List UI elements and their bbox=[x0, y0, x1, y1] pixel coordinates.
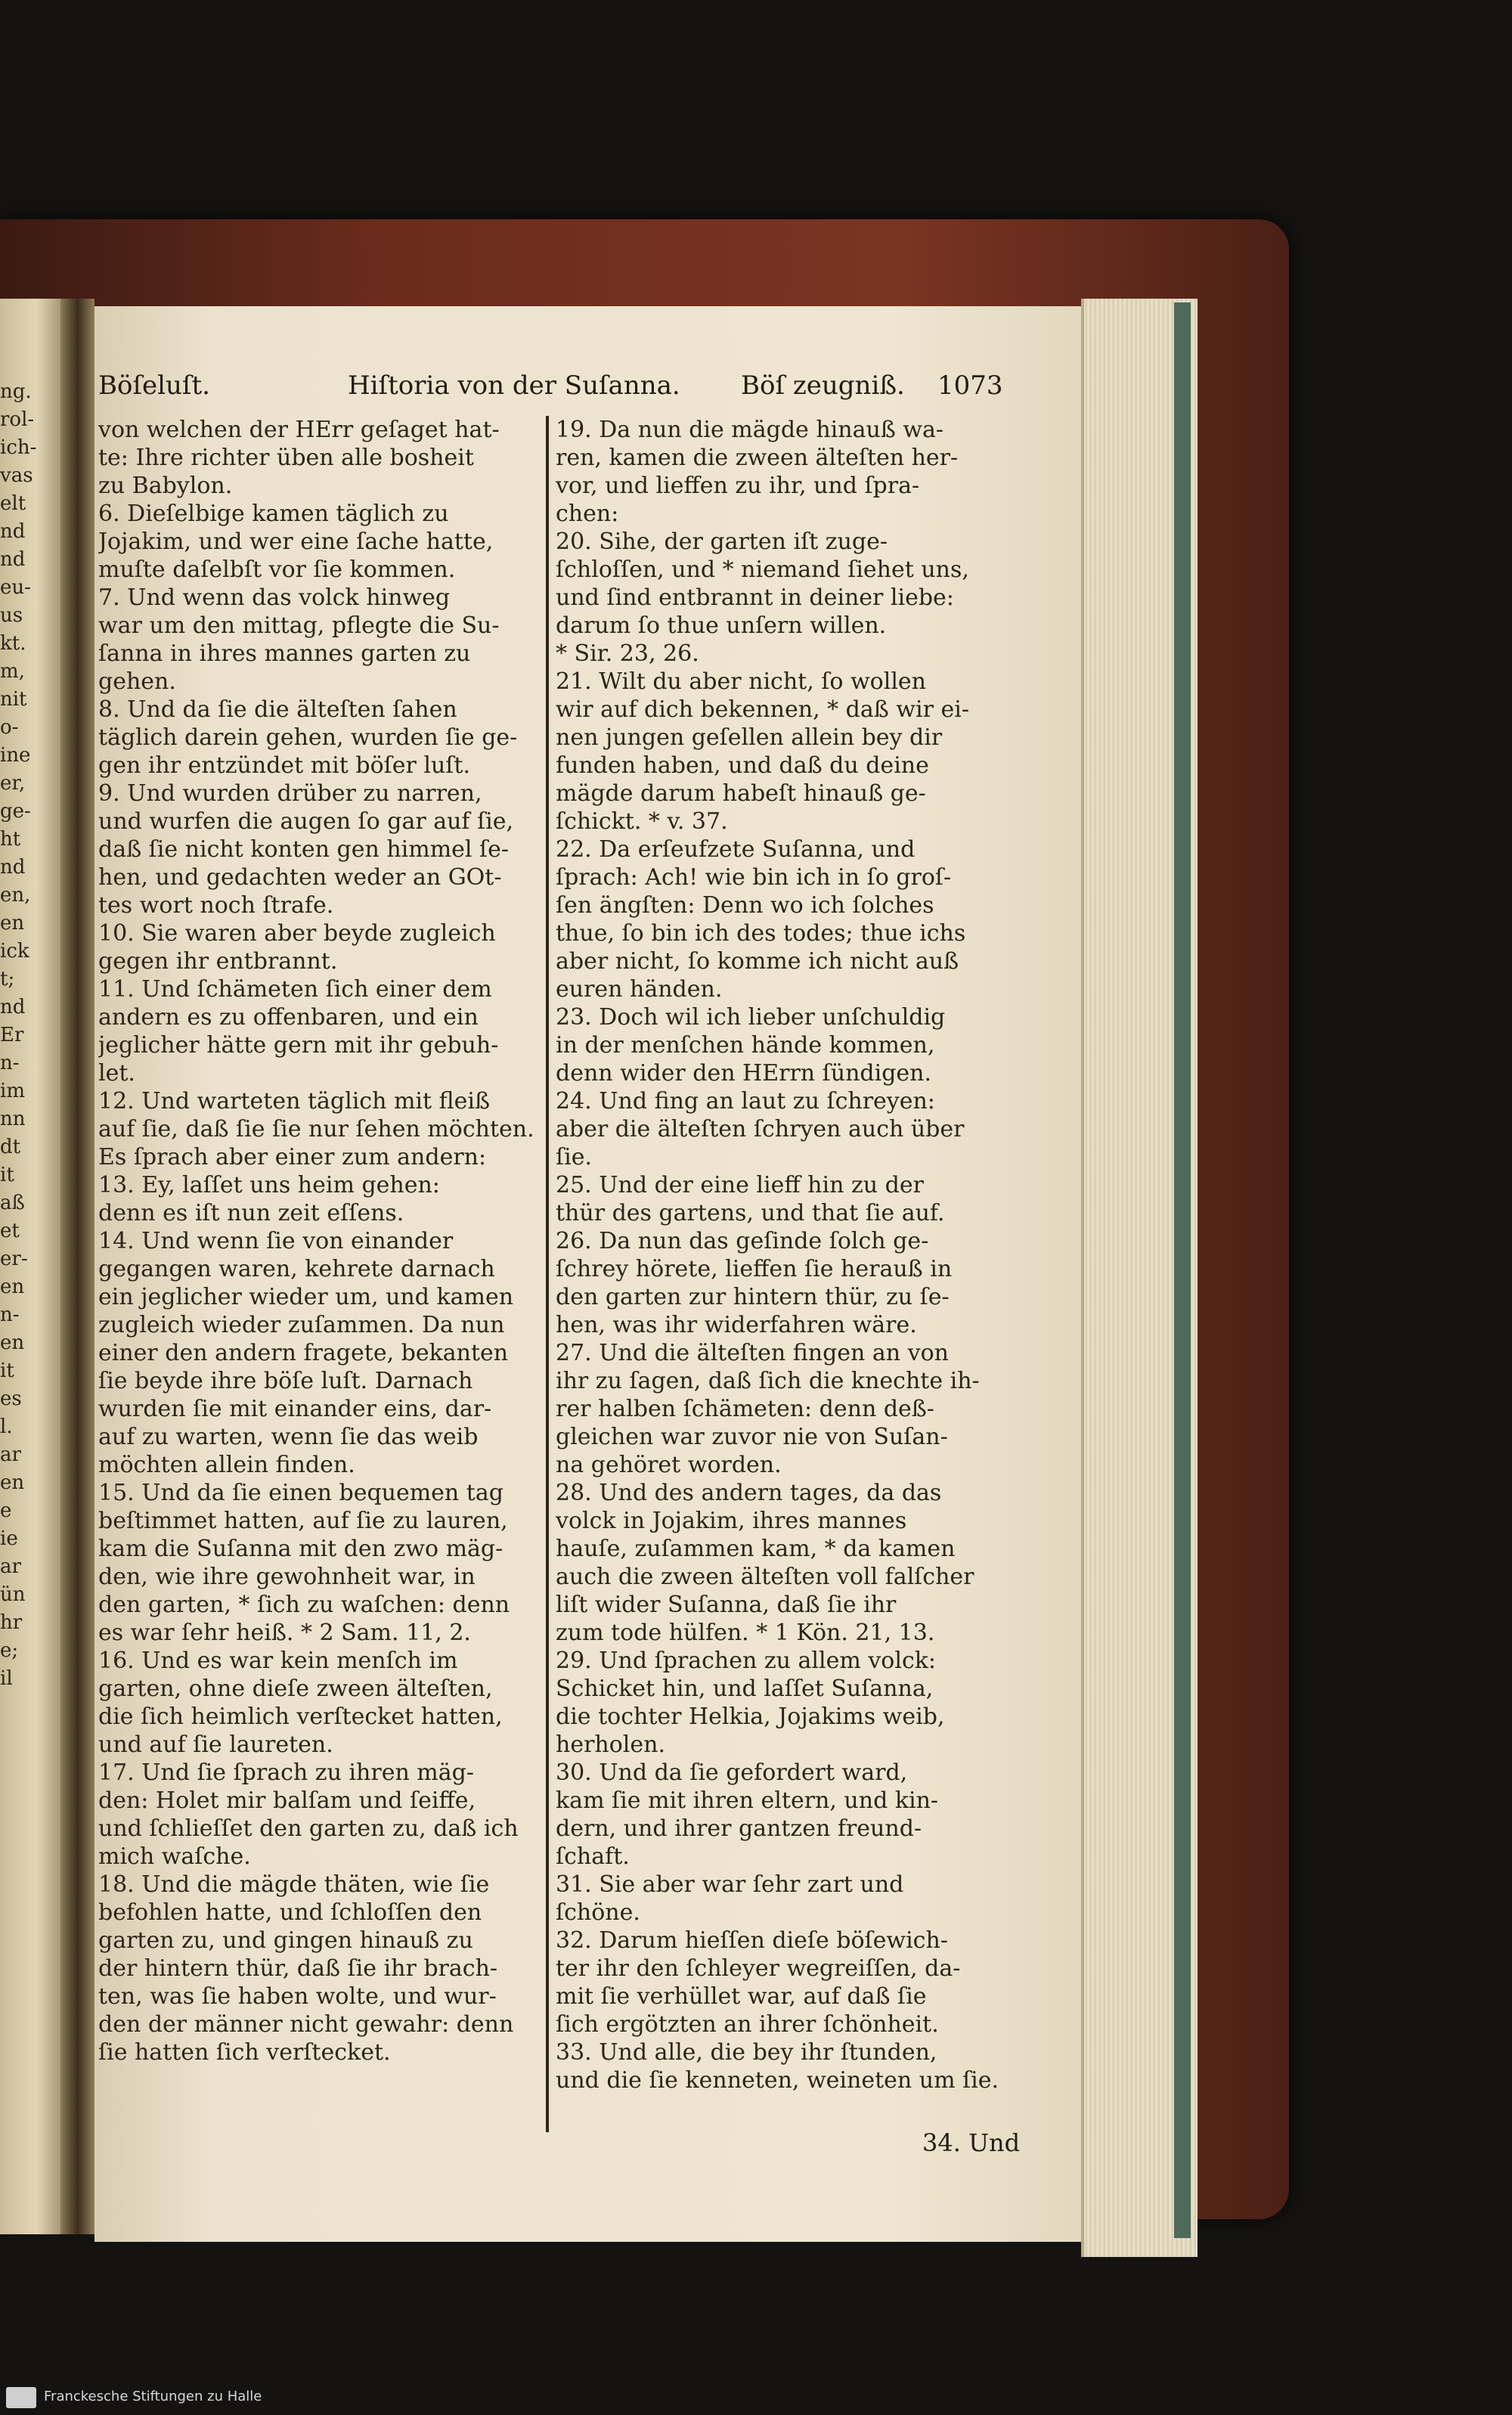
text-line: den garten, * ſich zu waſchen: denn bbox=[98, 1592, 510, 1618]
text-line: aber die älteſten ſchryen auch über bbox=[556, 1116, 965, 1142]
running-header bbox=[98, 370, 1013, 408]
text-line: ſchrey hörete, lieffen ſie herauß in bbox=[556, 1256, 953, 1282]
left-page-fragment: rol- bbox=[0, 408, 35, 431]
text-line: täglich darein gehen, wurden ſie ge- bbox=[98, 724, 518, 751]
left-page-fragment: e; bbox=[0, 1639, 19, 1662]
left-page-fragment: nit bbox=[0, 688, 27, 711]
left-page-fragments bbox=[0, 378, 60, 1693]
text-line: ſchickt. * v. 37. bbox=[556, 808, 728, 835]
left-page-fragment: ge- bbox=[0, 800, 31, 823]
text-line: befohlen hatte, und ſchloſſen den bbox=[98, 1899, 482, 1926]
text-line: mägde darum habeſt hinauß ge- bbox=[556, 780, 926, 807]
text-line: garten zu, und gingen hinauß zu bbox=[98, 1927, 473, 1954]
left-page-fragment: es bbox=[0, 1387, 22, 1410]
text-line: 9. Und wurden drüber zu narren, bbox=[98, 780, 482, 807]
header-left: Böſeluſt. bbox=[98, 370, 210, 401]
left-page-fragment: ng. bbox=[0, 380, 32, 403]
text-line: nen jungen geſellen allein bey dir bbox=[556, 724, 943, 751]
text-line: von welchen der HErr geſaget hat- bbox=[98, 417, 500, 443]
text-line: 7. Und wenn das volck hinweg bbox=[98, 584, 451, 611]
text-line: wir auf dich bekennen, * daß wir ei- bbox=[556, 696, 969, 723]
text-line: hen, was ihr widerfahren wäre. bbox=[556, 1312, 917, 1338]
left-page-fragment: Er bbox=[0, 1024, 24, 1046]
left-page-fragment: hr bbox=[0, 1611, 23, 1634]
text-line: 26. Da nun das geſinde ſolch ge- bbox=[556, 1228, 929, 1254]
text-line: denn wider den HErrn ſündigen. bbox=[556, 1060, 932, 1087]
text-line: und auf ſie laureten. bbox=[98, 1731, 333, 1758]
text-line: zugleich wieder zuſammen. Da nun bbox=[98, 1312, 505, 1338]
left-page-fragment: er- bbox=[0, 1248, 28, 1270]
text-line: te: Ihre richter üben alle bosheit bbox=[98, 445, 474, 471]
text-line: Jojakim, und wer eine ſache hatte, bbox=[98, 529, 494, 555]
text-line: 8. Und da ſie die älteſten ſahen bbox=[98, 696, 457, 723]
text-line: 21. Wilt du aber nicht, ſo wollen bbox=[556, 668, 926, 695]
text-line: 30. Und da ſie gefordert ward, bbox=[556, 1759, 908, 1786]
text-line: gleichen war zuvor nie von Suſan- bbox=[556, 1424, 948, 1450]
left-page-fragment: nd bbox=[0, 520, 26, 543]
text-line: ten, was ſie haben wolte, und wur- bbox=[98, 1983, 497, 2010]
text-line: 17. Und ſie ſprach zu ihren mäg- bbox=[98, 1759, 474, 1786]
text-line: euren händen. bbox=[556, 976, 723, 1003]
text-line: ſchöne. bbox=[556, 1899, 640, 1926]
left-page-fragment: aß bbox=[0, 1192, 25, 1214]
left-page-fragment: t; bbox=[0, 968, 15, 990]
text-line: ter ihr den ſchleyer wegreiſſen, da- bbox=[556, 1955, 961, 1982]
left-page-fragment: ick bbox=[0, 940, 29, 963]
text-line: 13. Ey, laſſet uns heim gehen: bbox=[98, 1172, 440, 1198]
text-line: dern, und ihrer gantzen freund- bbox=[556, 1815, 922, 1842]
text-line: thür des gartens, und that ſie auf. bbox=[556, 1200, 945, 1226]
left-page-fragment: im bbox=[0, 1080, 25, 1102]
text-line: 11. Und ſchämeten ſich einer dem bbox=[98, 976, 492, 1003]
text-line: die ſich heimlich verſtecket hatten, bbox=[98, 1704, 503, 1730]
text-line: rer halben ſchämeten: denn deß- bbox=[556, 1396, 934, 1422]
text-line: wurden ſie mit einander eins, dar- bbox=[98, 1396, 492, 1422]
text-line: auch die zween älteſten voll falſcher bbox=[556, 1564, 974, 1590]
left-page-fragment: kt. bbox=[0, 632, 26, 655]
text-line: 20. Sihe, der garten iſt zuge- bbox=[556, 529, 888, 555]
text-line: Schicket hin, und laſſet Suſanna, bbox=[556, 1676, 934, 1702]
left-page-fragment: n- bbox=[0, 1052, 20, 1074]
text-line: 10. Sie waren aber beyde zugleich bbox=[98, 920, 496, 947]
text-line: 16. Und es war kein menſch im bbox=[98, 1648, 458, 1674]
bookmark-ribbon bbox=[1174, 302, 1191, 2238]
text-line: garten, ohne dieſe zween älteſten, bbox=[98, 1676, 493, 1702]
text-line: hen, und gedachten weder an GOt- bbox=[98, 864, 502, 891]
text-line: daß ſie nicht konten gen himmel ſe- bbox=[98, 836, 510, 863]
text-line: volck in Jojakim, ihres mannes bbox=[556, 1508, 907, 1534]
text-line: ren, kamen die zween älteſten her- bbox=[556, 445, 959, 471]
text-line: zu Babylon. bbox=[98, 473, 233, 499]
left-page-fragment: n- bbox=[0, 1304, 20, 1326]
text-line: ſchaft. bbox=[556, 1843, 630, 1870]
text-line: ſie hatten ſich verſtecket. bbox=[98, 2039, 391, 2066]
left-page-fragment: it bbox=[0, 1359, 14, 1382]
text-line: ſanna in ihres mannes garten zu bbox=[98, 640, 471, 667]
text-line: mich waſche. bbox=[98, 1843, 251, 1870]
text-line: 6. Dieſelbige kamen täglich zu bbox=[98, 501, 449, 527]
text-line: auf ſie, daß ſie ſie nur ſehen möchten. bbox=[98, 1116, 534, 1142]
text-line: darum ſo thue unſern willen. bbox=[556, 612, 887, 639]
text-line: kam die Suſanna mit den zwo mäg- bbox=[98, 1536, 503, 1562]
text-line: den, wie ihre gewohnheit war, in bbox=[98, 1564, 476, 1590]
text-line: war um den mittag, pflegte die Su- bbox=[98, 612, 500, 639]
text-line: es war ſehr heiß. * 2 Sam. 11, 2. bbox=[98, 1620, 471, 1646]
left-page-fragment: en bbox=[0, 1276, 25, 1298]
text-line: 15. Und da ſie einen bequemen tag bbox=[98, 1480, 503, 1506]
institution-logo-icon bbox=[6, 2387, 36, 2408]
footer-bar bbox=[0, 2378, 1512, 2415]
left-page-fragment: dt bbox=[0, 1136, 21, 1158]
left-page-fragment: nd bbox=[0, 856, 26, 879]
text-line: tes wort noch ſtrafe. bbox=[98, 892, 334, 919]
text-line: aber nicht, ſo komme ich nicht auß bbox=[556, 948, 959, 975]
text-line: let. bbox=[98, 1060, 135, 1087]
text-line: 12. Und warteten täglich mit fleiß bbox=[98, 1088, 490, 1114]
left-page-fragment: nd bbox=[0, 996, 26, 1018]
text-line: ſchloſſen, und * niemand ſiehet uns, bbox=[556, 556, 969, 583]
left-page-fragment: ie bbox=[0, 1527, 18, 1550]
text-line: 33. Und alle, die bey ihr ſtunden, bbox=[556, 2039, 937, 2066]
text-line: und die ſie kenneten, weineten um ſie. bbox=[556, 2067, 999, 2094]
text-line: ein jeglicher wieder um, und kamen bbox=[98, 1284, 514, 1310]
text-line: herholen. bbox=[556, 1731, 666, 1758]
text-line: 18. Und die mägde thäten, wie ſie bbox=[98, 1871, 490, 1898]
left-page-fragment: ine bbox=[0, 744, 31, 767]
text-line: chen: bbox=[556, 501, 619, 527]
text-line: 24. Und fing an laut zu ſchreyen: bbox=[556, 1088, 935, 1114]
left-page-fragment: en bbox=[0, 1332, 25, 1354]
left-page-fragment: o- bbox=[0, 716, 19, 739]
text-line: ſich ergötzten an ihrer ſchönheit. bbox=[556, 2011, 939, 2038]
left-page-fragment: e bbox=[0, 1499, 12, 1522]
left-page-fragment: ht bbox=[0, 828, 21, 851]
text-line: liſt wider Suſanna, daß ſie ihr bbox=[556, 1592, 897, 1618]
left-page-fragment: ar bbox=[0, 1555, 21, 1578]
text-line: mit ſie verhüllet war, auf daß ſie bbox=[556, 1983, 927, 2010]
left-page-fragment: en, bbox=[0, 884, 31, 907]
text-line: gen ihr entzündet mit böſer luſt. bbox=[98, 752, 470, 779]
left-page-fragment: ün bbox=[0, 1583, 26, 1606]
left-page-fragment: ich- bbox=[0, 436, 37, 459]
text-line: funden haben, und daß du deine bbox=[556, 752, 929, 779]
text-line: einer den andern fragete, bekanten bbox=[98, 1340, 509, 1366]
text-line: der hintern thür, daß ſie ihr brach- bbox=[98, 1955, 498, 1982]
text-line: zum tode hülfen. * 1 Kön. 21, 13. bbox=[556, 1620, 935, 1646]
text-line: möchten allein finden. bbox=[98, 1452, 355, 1478]
institution-name: Franckesche Stiftungen zu Halle bbox=[44, 2389, 262, 2404]
text-line: hauſe, zuſammen kam, * da kamen bbox=[556, 1536, 956, 1562]
text-line: * Sir. 23, 26. bbox=[556, 640, 699, 667]
left-page-fragment: en bbox=[0, 1471, 25, 1494]
left-page-fragment: nd bbox=[0, 548, 26, 571]
book-gutter bbox=[60, 299, 94, 2234]
left-page-fragment: it bbox=[0, 1164, 14, 1186]
text-line: 28. Und des andern tages, da das bbox=[556, 1480, 942, 1506]
text-line: 31. Sie aber war ſehr zart und bbox=[556, 1871, 904, 1898]
text-line: Es ſprach aber einer zum andern: bbox=[98, 1144, 487, 1170]
text-line: in der menſchen hände kommen, bbox=[556, 1032, 935, 1059]
left-text-column bbox=[98, 416, 544, 2066]
header-center: Hiſtoria von der Suſanna. bbox=[348, 370, 680, 401]
left-page-fragment: er, bbox=[0, 772, 26, 795]
left-page-fragment: ar bbox=[0, 1443, 21, 1466]
text-line: kam ſie mit ihren eltern, und kin- bbox=[556, 1787, 939, 1814]
text-line: auf zu warten, wenn ſie das weib bbox=[98, 1424, 479, 1450]
text-line: 23. Doch wil ich lieber unſchuldig bbox=[556, 1004, 946, 1031]
left-page-fragment: elt bbox=[0, 492, 26, 515]
text-line: 19. Da nun die mägde hinauß wa- bbox=[556, 417, 944, 443]
left-page-fragment: et bbox=[0, 1220, 20, 1242]
text-line: beſtimmet hatten, auf ſie zu lauren, bbox=[98, 1508, 508, 1534]
text-line: ſie beyde ihre böſe luſt. Darnach bbox=[98, 1368, 473, 1394]
text-line: die tochter Helkia, Jojakims weib, bbox=[556, 1704, 945, 1730]
text-line: vor, und lieffen zu ihr, und ſpra- bbox=[556, 473, 920, 499]
text-line: denn es iſt nun zeit eſſens. bbox=[98, 1200, 404, 1226]
text-line: andern es zu offenbaren, und ein bbox=[98, 1004, 479, 1031]
column-rule bbox=[546, 416, 549, 2132]
text-line: den der männer nicht gewahr: denn bbox=[98, 2011, 514, 2038]
text-line: muſte daſelbſt vor ſie kommen. bbox=[98, 556, 456, 583]
left-page-fragment: us bbox=[0, 604, 23, 627]
text-line: na gehöret worden. bbox=[556, 1452, 782, 1478]
text-line: ſen ängſten: Denn wo ich ſolches bbox=[556, 892, 934, 919]
catchword: 34. Und bbox=[922, 2128, 1021, 2157]
text-line: ſprach: Ach! wie bin ich in ſo groſ- bbox=[556, 864, 952, 891]
text-line: 27. Und die älteſten fingen an von bbox=[556, 1340, 949, 1366]
text-line: 14. Und wenn ſie von einander bbox=[98, 1228, 454, 1254]
text-line: und ſind entbrannt in deiner liebe: bbox=[556, 584, 954, 611]
text-line: den: Holet mir balſam und ſeiffe, bbox=[98, 1787, 476, 1814]
text-line: 29. Und ſprachen zu allem volck: bbox=[556, 1648, 937, 1674]
left-page-fragment: il bbox=[0, 1667, 13, 1690]
text-line: 25. Und der eine lieff hin zu der bbox=[556, 1172, 924, 1198]
page-number: 1073 bbox=[937, 370, 1003, 401]
left-page-fragment: l. bbox=[0, 1415, 13, 1438]
text-line: 32. Darum hieſſen dieſe böſewich- bbox=[556, 1927, 948, 1954]
left-page-fragment: vas bbox=[0, 464, 33, 487]
right-text-column bbox=[556, 416, 1002, 2094]
text-line: gehen. bbox=[98, 668, 176, 695]
text-line: thue, ſo bin ich des todes; thue ichs bbox=[556, 920, 966, 947]
text-line: und ſchlieſſet den garten zu, daß ich bbox=[98, 1815, 519, 1842]
header-right: Böſ zeugniß. bbox=[741, 370, 905, 401]
text-line: 22. Da erſeufzete Suſanna, und bbox=[556, 836, 916, 863]
left-page-fragment: en bbox=[0, 912, 25, 935]
left-page-fragment: m, bbox=[0, 660, 25, 683]
text-line: ſie. bbox=[556, 1144, 592, 1170]
left-page-fragment: nn bbox=[0, 1108, 26, 1130]
text-line: gegangen waren, kehrete darnach bbox=[98, 1256, 495, 1282]
text-line: jeglicher hätte gern mit ihr gebuh- bbox=[98, 1032, 499, 1059]
text-line: den garten zur hintern thür, zu ſe- bbox=[556, 1284, 950, 1310]
text-line: ihr zu ſagen, daß ſich die knechte ih- bbox=[556, 1368, 980, 1394]
text-line: gegen ihr entbrannt. bbox=[98, 948, 338, 975]
left-page-fragment: eu- bbox=[0, 576, 31, 599]
text-line: und wurfen die augen ſo gar auf ſie, bbox=[98, 808, 514, 835]
